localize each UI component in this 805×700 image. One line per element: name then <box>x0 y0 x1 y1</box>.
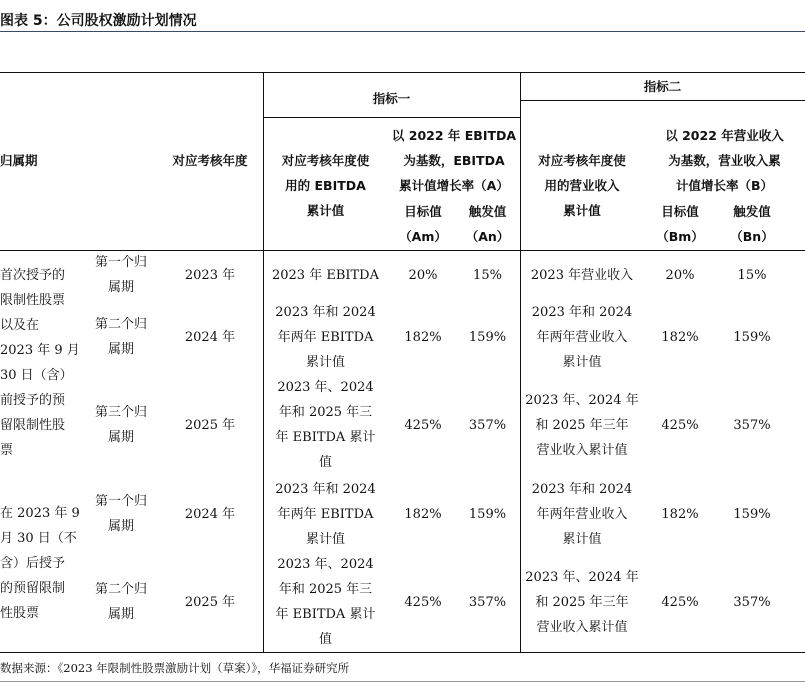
assessment-year-cell: 2023 年 <box>184 267 236 283</box>
trigger-bn-cell: 15% <box>737 267 767 283</box>
period-cell: 第一个归 属期 <box>94 494 147 534</box>
ebitda-cumulative-cell: 2023 年、2024 年和 2025 年三 年 EBITDA 累计 值 <box>275 557 376 647</box>
table-bottom-rule <box>0 652 805 653</box>
period-cell: 第一个归 属期 <box>94 255 147 295</box>
trigger-an-cell: 15% <box>473 267 502 283</box>
target-bm-cell: 182% <box>661 329 699 345</box>
figure-title: 图表 5：公司股权激励计划情况 <box>0 13 197 29</box>
trigger-bn-cell: 159% <box>733 506 771 522</box>
header-trigger-an: 触发值 （An） <box>465 204 510 244</box>
period-cell: 第二个归 属期 <box>94 317 147 357</box>
target-am-cell: 182% <box>404 329 442 345</box>
group-label: 在 2023 年 9 月 30 日（不 含）后授予 的预留限制 性股票 <box>0 505 80 621</box>
target-bm-cell: 425% <box>661 594 699 610</box>
trigger-an-cell: 159% <box>468 506 507 522</box>
trigger-bn-cell: 357% <box>733 417 771 433</box>
trigger-bn-cell: 357% <box>733 594 771 610</box>
target-am-cell: 20% <box>408 267 438 283</box>
ebitda-cumulative-cell: 2023 年和 2024 年两年 EBITDA 累计值 <box>275 481 376 547</box>
assessment-year-cell: 2025 年 <box>184 417 236 433</box>
trigger-bn-cell: 159% <box>733 329 771 345</box>
period-cell: 第三个归 属期 <box>94 405 147 445</box>
indicator-one-rule <box>263 117 520 118</box>
revenue-cumulative-cell: 2023 年、2024 年 和 2025 年三年 营业收入累计值 <box>525 392 639 458</box>
assessment-year-cell: 2025 年 <box>184 594 236 610</box>
ebitda-cumulative-cell: 2023 年、2024 年和 2025 年三 年 EBITDA 累计 值 <box>275 380 376 470</box>
header-ebitda-growth: 以 2022 年 EBITDA 为基数，EBITDA 累计值增长率（A） <box>391 127 517 193</box>
assessment-year-cell: 2024 年 <box>184 506 236 522</box>
revenue-cumulative-cell: 2023 年和 2024 年两年营业收入 累计值 <box>531 304 633 370</box>
target-bm-cell: 425% <box>661 417 699 433</box>
group-label: 首次授予的 限制性股票 以及在 2023 年 9 月 30 日（含） 前授予的预 留限制性股 票 <box>0 268 80 458</box>
period-cell: 第二个归 属期 <box>94 582 147 622</box>
trigger-an-cell: 357% <box>468 417 507 433</box>
header-ebitda-cumulative: 对应考核年度使 用的 EBITDA 累计值 <box>281 153 370 218</box>
ebitda-cumulative-cell: 2023 年和 2024 年两年 EBITDA 累计值 <box>275 304 376 370</box>
target-am-cell: 425% <box>404 417 442 433</box>
header-target-bm: 目标值 （Bm） <box>656 204 704 244</box>
header-assessment-year: 对应考核年度 <box>172 152 248 168</box>
title-rule <box>0 31 805 32</box>
header-target-am: 目标值 （Am） <box>399 204 447 244</box>
revenue-cumulative-cell: 2023 年营业收入 <box>530 267 634 283</box>
revenue-cumulative-cell: 2023 年和 2024 年两年营业收入 累计值 <box>531 481 633 547</box>
source-rule <box>0 681 805 682</box>
target-am-cell: 182% <box>404 506 442 522</box>
indicator-two-rule <box>520 100 805 101</box>
revenue-cumulative-cell: 2023 年、2024 年 和 2025 年三年 营业收入累计值 <box>525 569 639 635</box>
header-revenue-growth: 以 2022 年营业收入 为基数，营业收入累 计值增长率（B） <box>665 127 784 193</box>
target-bm-cell: 20% <box>665 267 695 283</box>
header-trigger-bn: 触发值 （Bn） <box>730 204 774 244</box>
trigger-an-cell: 357% <box>468 594 507 610</box>
assessment-year-cell: 2024 年 <box>184 329 236 345</box>
target-bm-cell: 182% <box>661 506 699 522</box>
header-indicator-two: 指标二 <box>643 78 682 94</box>
header-vesting-period: 归属期 <box>0 152 38 168</box>
ebitda-cumulative-cell: 2023 年 EBITDA <box>271 267 379 283</box>
source-note: 数据来源：《2023 年限制性股票激励计划（草案）》，华福证券研究所 <box>0 661 350 675</box>
target-am-cell: 425% <box>404 594 442 610</box>
header-revenue-cumulative: 对应考核年度使 用的营业收入 累计值 <box>538 153 626 218</box>
header-indicator-one: 指标一 <box>372 90 411 106</box>
trigger-an-cell: 159% <box>468 329 507 345</box>
